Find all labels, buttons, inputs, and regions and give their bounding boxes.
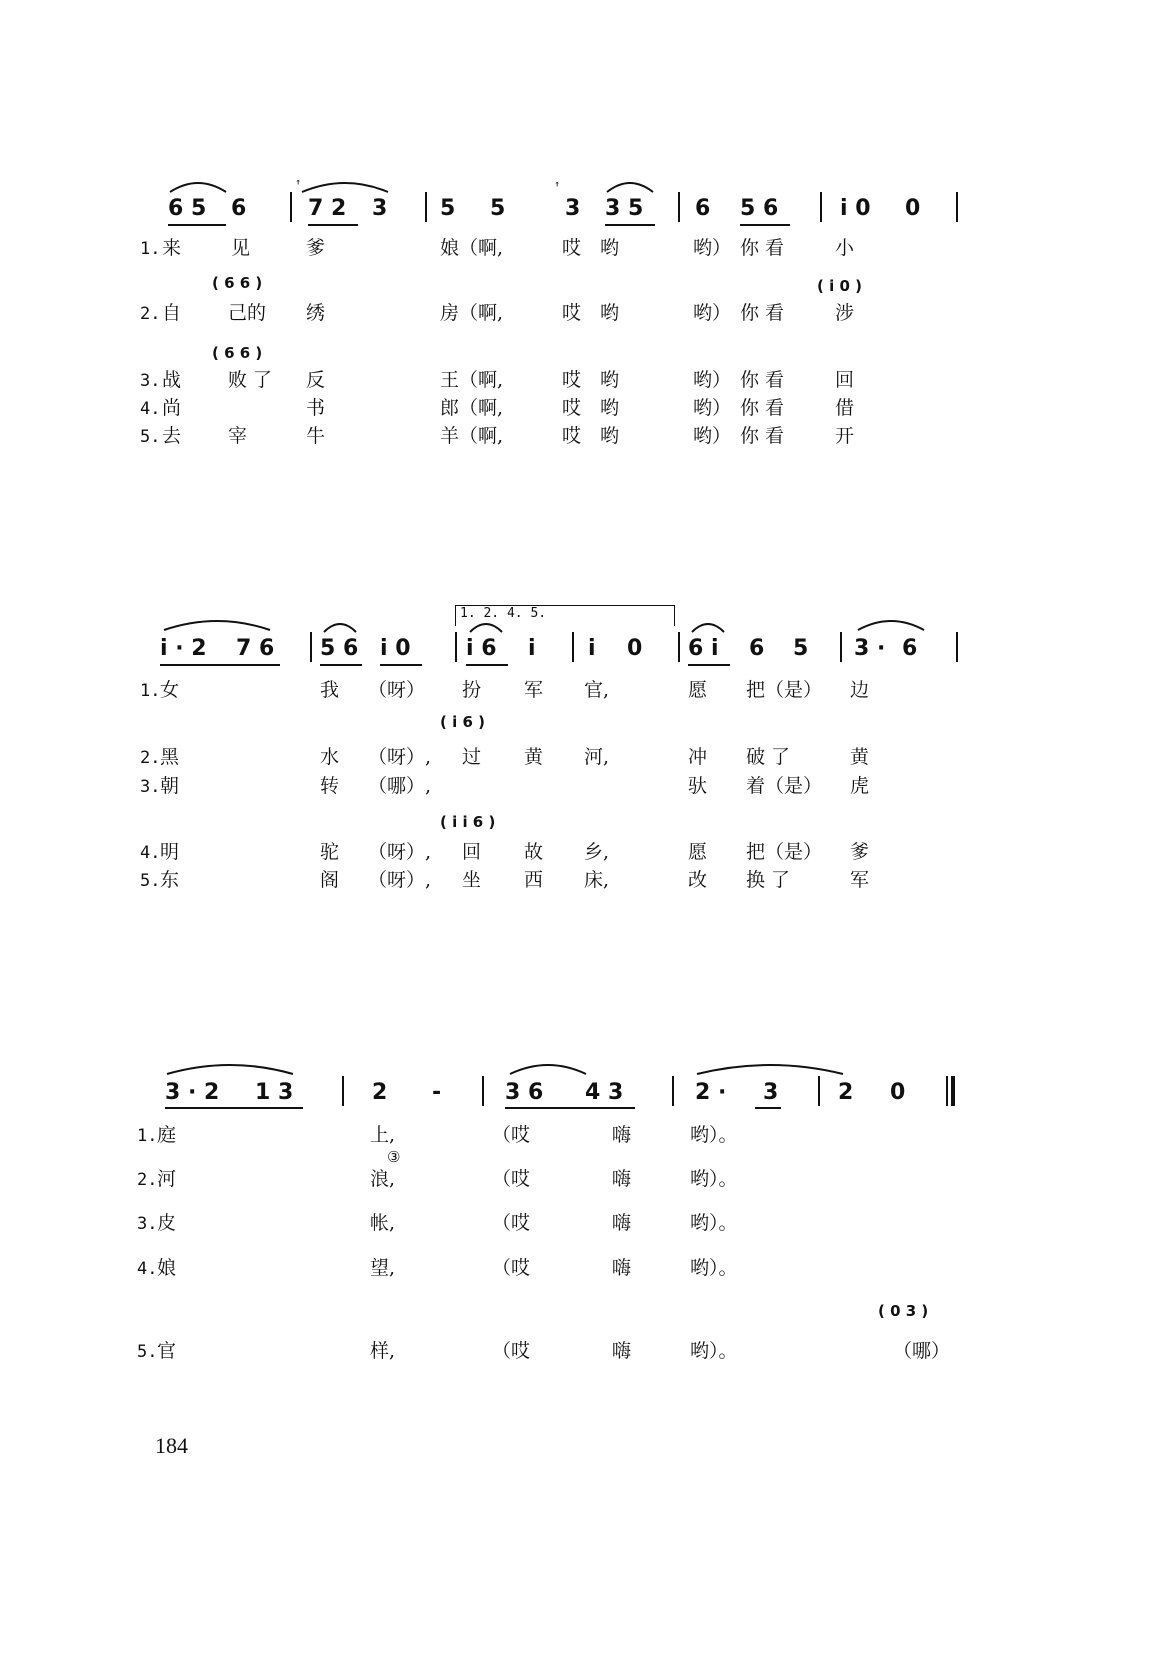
lyric: 皮 (157, 1212, 177, 1234)
note-group: i · 2 (160, 636, 207, 661)
lyric: 郎（啊, (440, 397, 504, 419)
lyric: 小 (835, 237, 855, 259)
slur (322, 620, 358, 634)
slur (300, 180, 390, 194)
note: 2 (838, 1080, 854, 1105)
lyric: 哎 (562, 302, 582, 324)
lyric: 西 (524, 869, 544, 891)
lyric: （哎 (492, 1257, 531, 1279)
lyric: 哟 (600, 425, 620, 447)
lyric: 你 看 (740, 425, 785, 447)
note-group: 4 3 (585, 1080, 624, 1105)
note: 5 (793, 636, 809, 661)
lyric: 自 (162, 302, 182, 324)
lyric: 哟 (600, 302, 620, 324)
slur (856, 618, 926, 632)
lyric: 哟 (600, 397, 620, 419)
slur (165, 1062, 295, 1076)
lyric: 驮 (688, 775, 708, 797)
beat-underline (320, 664, 362, 666)
lyric: 嗨 (612, 1168, 632, 1190)
barline (820, 192, 822, 222)
rest-dash: - (432, 1080, 442, 1105)
note-group: 3 6 (505, 1080, 544, 1105)
note-group: 7 6 (236, 636, 275, 661)
lyric: 朝 (160, 775, 180, 797)
note-group: i 6 (466, 636, 497, 661)
lyric: 扮 (462, 679, 482, 701)
lyric: 哟） (693, 425, 732, 447)
barline (425, 192, 427, 222)
lyric: 羊（啊, (440, 425, 504, 447)
lyric: 床, (584, 869, 610, 891)
beat-underline (168, 224, 226, 226)
verse-number: 4. (137, 1259, 158, 1279)
verse-number: 1. (140, 239, 161, 259)
lyric: 娘（啊, (440, 237, 504, 259)
lyric: 借 (835, 397, 855, 419)
optional-notes: ( i 0 ) (817, 277, 862, 295)
note-group: 3 · (854, 636, 886, 661)
note-group: 3 · 2 (165, 1080, 220, 1105)
verse-number: 3. (137, 1214, 158, 1234)
lyric: 己的 (228, 302, 267, 324)
lyric-tail: （哪） (893, 1340, 951, 1362)
lyric: 回 (835, 369, 855, 391)
lyric: 去 (162, 425, 182, 447)
lyric: 庭 (157, 1124, 177, 1146)
beat-underline (688, 664, 730, 666)
lyric: 涉 (835, 302, 855, 324)
lyric: 把（是） (746, 679, 823, 701)
note: 6 (695, 196, 711, 221)
lyric: 东 (160, 869, 180, 891)
verse-number: 4. (140, 399, 161, 419)
lyric: 你 看 (740, 302, 785, 324)
note-group: i 0 (380, 636, 411, 661)
slur (695, 1062, 845, 1076)
optional-notes: ( 6 6 ) (212, 274, 263, 292)
slur (468, 620, 504, 634)
lyric: 败 了 (228, 369, 273, 391)
lyric: 破 了 (746, 746, 791, 768)
lyric: 绣 (306, 302, 326, 324)
lyric: 反 (306, 369, 326, 391)
note-group: 7 2 (308, 196, 347, 221)
lyric: （哪）, (368, 775, 432, 797)
lyric: 回 (462, 841, 482, 863)
beat-underline (740, 224, 790, 226)
verse-number: 5. (140, 871, 161, 891)
lyric: 着（是） (746, 775, 823, 797)
lyric: （呀）, (368, 869, 432, 891)
barline (956, 192, 958, 222)
note: i (588, 636, 596, 661)
beat-underline (165, 1107, 303, 1109)
note: 6 (749, 636, 765, 661)
lyric: 嗨 (612, 1257, 632, 1279)
barline (672, 1076, 674, 1106)
verse-number: 2. (140, 304, 161, 324)
lyric: 哟） (693, 237, 732, 259)
grace-note: ꜛ (555, 180, 560, 193)
lyric: （哎 (492, 1212, 531, 1234)
slur (168, 180, 228, 194)
lyric: 明 (160, 841, 180, 863)
note: 0 (627, 636, 643, 661)
lyric: （哎 (492, 1340, 531, 1362)
lyric: 哟）。 (690, 1212, 738, 1234)
note-group: i 0 (840, 196, 871, 221)
note: i (528, 636, 536, 661)
barline (678, 632, 680, 662)
lyric: 嗨 (612, 1124, 632, 1146)
beat-underline (308, 224, 358, 226)
barline (310, 632, 312, 662)
note-group: 6 i (688, 636, 719, 661)
note: 3 (763, 1080, 779, 1105)
lyric: 哎 (562, 397, 582, 419)
lyric: 河, (584, 746, 610, 768)
beat-underline (605, 224, 655, 226)
lyric: 驼 (320, 841, 340, 863)
note: 6 (902, 636, 918, 661)
slur (162, 618, 272, 632)
lyric: 哟）。 (690, 1124, 738, 1146)
slur (605, 180, 655, 194)
final-barline (951, 1076, 955, 1106)
lyric: 阁 (320, 869, 340, 891)
lyric: 官 (157, 1340, 177, 1362)
lyric: 你 看 (740, 237, 785, 259)
verse-number: 5. (137, 1342, 158, 1362)
note: 5 (440, 196, 456, 221)
verse-number: 5. (140, 427, 161, 447)
lyric: 军 (850, 869, 870, 891)
lyric: 我 (320, 679, 340, 701)
verse-number: 1. (137, 1126, 158, 1146)
slur (690, 620, 726, 634)
barline (678, 192, 680, 222)
lyric: 尚 (162, 397, 182, 419)
lyric: 哟 (600, 237, 620, 259)
lyric: 房（啊, (440, 302, 504, 324)
barline (455, 632, 457, 662)
footnote-mark: ③ (387, 1148, 401, 1166)
optional-notes: ( 0 3 ) (878, 1302, 929, 1320)
barline (572, 632, 574, 662)
lyric: 把（是） (746, 841, 823, 863)
note-group: 5 6 (320, 636, 359, 661)
beat-underline (380, 664, 422, 666)
barline (482, 1076, 484, 1106)
barline (342, 1076, 344, 1106)
note: 0 (905, 196, 921, 221)
volta-label: 1. 2. 4. 5. (460, 606, 547, 621)
lyric: 黑 (160, 746, 180, 768)
barline (818, 1076, 820, 1106)
lyric: 战 (162, 369, 182, 391)
lyric: 哟 (600, 369, 620, 391)
lyric: 你 看 (740, 397, 785, 419)
lyric: 你 看 (740, 369, 785, 391)
note: 0 (890, 1080, 906, 1105)
lyric: 换 了 (746, 869, 791, 891)
verse-number: 2. (137, 1170, 158, 1190)
note: 3 (565, 196, 581, 221)
lyric: 书 (306, 397, 326, 419)
lyric: 娘 (157, 1257, 177, 1279)
lyric: 虎 (850, 775, 870, 797)
beat-underline (505, 1107, 635, 1109)
beat-underline (755, 1107, 781, 1109)
lyric: 愿 (688, 841, 708, 863)
lyric: 哟） (693, 302, 732, 324)
lyric: 宰 (228, 425, 248, 447)
final-barline (946, 1076, 948, 1106)
lyric: 嗨 (612, 1340, 632, 1362)
verse-number: 3. (140, 371, 161, 391)
lyric: 黄 (850, 746, 870, 768)
barline (956, 632, 958, 662)
lyric: 哟） (693, 397, 732, 419)
lyric: 转 (320, 775, 340, 797)
lyric: 河 (157, 1168, 177, 1190)
lyric: 来 (162, 237, 182, 259)
lyric: 故 (524, 841, 544, 863)
lyric: 哎 (562, 237, 582, 259)
lyric: 乡, (584, 841, 610, 863)
lyric: 牛 (306, 425, 326, 447)
barline (290, 192, 292, 222)
lyric: （呀）, (368, 746, 432, 768)
note: 6 (231, 196, 247, 221)
beat-underline (466, 664, 508, 666)
lyric: 黄 (524, 746, 544, 768)
lyric: 冲 (688, 746, 708, 768)
lyric: 哟）。 (690, 1168, 738, 1190)
lyric: 望, (370, 1257, 396, 1279)
lyric: 爹 (306, 237, 326, 259)
lyric: 开 (835, 425, 855, 447)
note: 3 (372, 196, 388, 221)
lyric: 改 (688, 869, 708, 891)
lyric: 坐 (462, 869, 482, 891)
lyric: （呀） (368, 679, 426, 701)
optional-notes: ( i i 6 ) (440, 813, 496, 831)
lyric: （呀）, (368, 841, 432, 863)
lyric: 王（啊, (440, 369, 504, 391)
lyric: 官, (584, 679, 610, 701)
lyric: 边 (850, 679, 870, 701)
note-group: 3 5 (605, 196, 644, 221)
note-group: 2 · (695, 1080, 727, 1105)
beat-underline (160, 664, 280, 666)
note-group: 5 6 (740, 196, 779, 221)
lyric: 样, (370, 1340, 396, 1362)
lyric: 军 (524, 679, 544, 701)
lyric: 爹 (850, 841, 870, 863)
lyric: 浪, (370, 1168, 396, 1190)
optional-notes: ( 6 6 ) (212, 344, 263, 362)
lyric: 哎 (562, 425, 582, 447)
lyric: （哎 (492, 1124, 531, 1146)
note-group: 6 5 (168, 196, 207, 221)
lyric: 见 (231, 237, 251, 259)
lyric: 女 (160, 679, 180, 701)
page-number: 184 (155, 1433, 188, 1458)
slur (508, 1062, 588, 1076)
optional-notes: ( i 6 ) (440, 713, 485, 731)
lyric: 哟）。 (690, 1340, 738, 1362)
note: 2 (372, 1080, 388, 1105)
verse-number: 2. (140, 748, 161, 768)
note-group: 1 3 (255, 1080, 294, 1105)
lyric: 过 (462, 746, 482, 768)
lyric: 帐, (370, 1212, 396, 1234)
lyric: 嗨 (612, 1212, 632, 1234)
verse-number: 1. (140, 681, 161, 701)
verse-number: 4. (140, 843, 161, 863)
lyric: 哟）。 (690, 1257, 738, 1279)
verse-number: 3. (140, 777, 161, 797)
lyric: 愿 (688, 679, 708, 701)
lyric: 哟） (693, 369, 732, 391)
lyric: 水 (320, 746, 340, 768)
lyric: 上, (370, 1124, 396, 1146)
lyric: 哎 (562, 369, 582, 391)
barline (840, 632, 842, 662)
note: 5 (490, 196, 506, 221)
lyric: （哎 (492, 1168, 531, 1190)
grace-note: ꜛ (296, 178, 301, 191)
